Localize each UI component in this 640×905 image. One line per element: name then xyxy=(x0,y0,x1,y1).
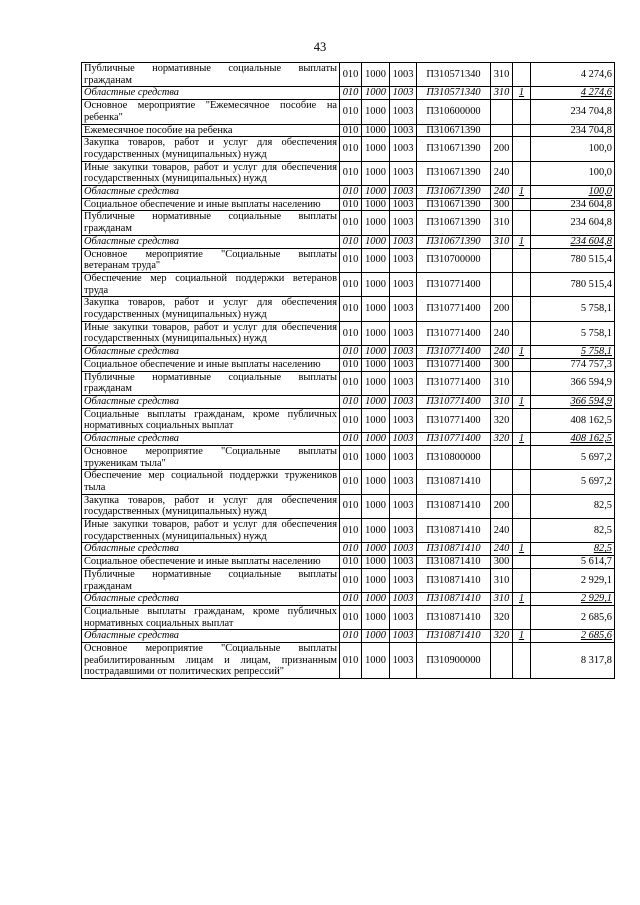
expense-type-cell: 310 xyxy=(491,63,513,87)
expense-type-cell: 310 xyxy=(491,235,513,248)
expense-type-cell xyxy=(491,272,513,296)
row-name-cell: Закупка товаров, работ и услуг для обеспечения государственных (муниципальных) нужд xyxy=(82,494,340,518)
section-code-cell: 1000 xyxy=(362,161,390,185)
subsection-code-cell: 1003 xyxy=(390,186,417,199)
amount-cell: 5 758,1 xyxy=(531,346,615,359)
subsection-code-cell: 1003 xyxy=(390,248,417,272)
section-code-cell: 1000 xyxy=(362,519,390,543)
target-article-cell: П310871410 xyxy=(417,593,491,606)
amount-cell: 2 929,1 xyxy=(531,593,615,606)
source-code-cell: 1 xyxy=(513,543,531,556)
section-code-cell: 1000 xyxy=(362,198,390,211)
budget-table xyxy=(81,62,615,679)
subsection-code-cell: 1003 xyxy=(390,408,417,432)
ved-code-cell: 010 xyxy=(340,371,362,395)
subsection-code-cell: 1003 xyxy=(390,433,417,446)
row-name-cell: Областные средства xyxy=(82,630,340,643)
ved-code-cell: 010 xyxy=(340,605,362,629)
source-code-cell xyxy=(513,211,531,235)
target-article-cell: П310871410 xyxy=(417,568,491,592)
expense-type-cell: 310 xyxy=(491,371,513,395)
amount-cell: 234 604,8 xyxy=(531,235,615,248)
table-row xyxy=(82,519,615,543)
subsection-code-cell: 1003 xyxy=(390,346,417,359)
source-code-cell xyxy=(513,161,531,185)
section-code-cell: 1000 xyxy=(362,593,390,606)
table-row-funding-source xyxy=(82,433,615,446)
row-name-cell: Областные средства xyxy=(82,186,340,199)
row-name-cell: Закупка товаров, работ и услуг для обеспечения государственных (муниципальных) нужд xyxy=(82,137,340,161)
amount-cell: 5 697,2 xyxy=(531,445,615,469)
ved-code-cell: 010 xyxy=(340,272,362,296)
row-name-cell: Иные закупки товаров, работ и услуг для обеспечения государственных (муниципальных) нужд xyxy=(82,161,340,185)
target-article-cell: П310871410 xyxy=(417,519,491,543)
subsection-code-cell: 1003 xyxy=(390,321,417,345)
subsection-code-cell: 1003 xyxy=(390,605,417,629)
ved-code-cell: 010 xyxy=(340,568,362,592)
amount-cell: 82,5 xyxy=(531,494,615,518)
ved-code-cell: 010 xyxy=(340,137,362,161)
target-article-cell: П310671390 xyxy=(417,161,491,185)
source-code-cell: 1 xyxy=(513,87,531,100)
target-article-cell: П310700000 xyxy=(417,248,491,272)
amount-cell: 234 704,8 xyxy=(531,100,615,124)
table-row xyxy=(82,161,615,185)
expense-type-cell: 310 xyxy=(491,395,513,408)
ved-code-cell: 010 xyxy=(340,248,362,272)
row-name-cell: Публичные нормативные социальные выплаты гражданам xyxy=(82,211,340,235)
ved-code-cell: 010 xyxy=(340,297,362,321)
source-code-cell xyxy=(513,100,531,124)
section-code-cell: 1000 xyxy=(362,358,390,371)
table-row xyxy=(82,272,615,296)
expense-type-cell: 320 xyxy=(491,630,513,643)
subsection-code-cell: 1003 xyxy=(390,198,417,211)
section-code-cell: 1000 xyxy=(362,568,390,592)
row-name-cell: Публичные нормативные социальные выплаты гражданам xyxy=(82,63,340,87)
expense-type-cell: 240 xyxy=(491,321,513,345)
section-code-cell: 1000 xyxy=(362,643,390,679)
table-row xyxy=(82,643,615,679)
source-code-cell xyxy=(513,568,531,592)
expense-type-cell xyxy=(491,643,513,679)
expense-type-cell: 240 xyxy=(491,161,513,185)
row-name-cell: Социальные выплаты гражданам, кроме публичных нормативных социальных выплат xyxy=(82,605,340,629)
ved-code-cell: 010 xyxy=(340,593,362,606)
amount-cell: 5 614,7 xyxy=(531,556,615,569)
section-code-cell: 1000 xyxy=(362,321,390,345)
section-code-cell: 1000 xyxy=(362,211,390,235)
subsection-code-cell: 1003 xyxy=(390,643,417,679)
expense-type-cell: 310 xyxy=(491,568,513,592)
expense-type-cell: 320 xyxy=(491,605,513,629)
target-article-cell: П310771400 xyxy=(417,371,491,395)
expense-type-cell: 310 xyxy=(491,211,513,235)
target-article-cell: П310771400 xyxy=(417,433,491,446)
expense-type-cell: 310 xyxy=(491,87,513,100)
row-name-cell: Социальные выплаты гражданам, кроме публичных нормативных социальных выплат xyxy=(82,408,340,432)
table-row xyxy=(82,556,615,569)
row-name-cell: Основное мероприятие "Социальные выплаты реабилитированным лицам и лицам, признанным пострадавшими от политических репрессий" xyxy=(82,643,340,679)
expense-type-cell: 300 xyxy=(491,198,513,211)
ved-code-cell: 010 xyxy=(340,186,362,199)
table-row xyxy=(82,124,615,137)
section-code-cell: 1000 xyxy=(362,87,390,100)
table-row xyxy=(82,137,615,161)
row-name-cell: Социальное обеспечение и иные выплаты населению xyxy=(82,198,340,211)
target-article-cell: П310871410 xyxy=(417,630,491,643)
subsection-code-cell: 1003 xyxy=(390,100,417,124)
subsection-code-cell: 1003 xyxy=(390,371,417,395)
table-row xyxy=(82,470,615,494)
table-row-funding-source xyxy=(82,543,615,556)
source-code-cell xyxy=(513,445,531,469)
subsection-code-cell: 1003 xyxy=(390,593,417,606)
amount-cell: 366 594,9 xyxy=(531,371,615,395)
row-name-cell: Публичные нормативные социальные выплаты гражданам xyxy=(82,371,340,395)
section-code-cell: 1000 xyxy=(362,433,390,446)
row-name-cell: Областные средства xyxy=(82,87,340,100)
section-code-cell: 1000 xyxy=(362,272,390,296)
table-row xyxy=(82,63,615,87)
table-row xyxy=(82,445,615,469)
subsection-code-cell: 1003 xyxy=(390,235,417,248)
expense-type-cell: 300 xyxy=(491,556,513,569)
table-row xyxy=(82,211,615,235)
amount-cell: 408 162,5 xyxy=(531,433,615,446)
expense-type-cell: 240 xyxy=(491,519,513,543)
amount-cell: 5 758,1 xyxy=(531,321,615,345)
amount-cell: 234 704,8 xyxy=(531,124,615,137)
source-code-cell xyxy=(513,643,531,679)
expense-type-cell xyxy=(491,470,513,494)
subsection-code-cell: 1003 xyxy=(390,272,417,296)
target-article-cell: П310771400 xyxy=(417,358,491,371)
section-code-cell: 1000 xyxy=(362,556,390,569)
source-code-cell xyxy=(513,556,531,569)
section-code-cell: 1000 xyxy=(362,100,390,124)
ved-code-cell: 010 xyxy=(340,556,362,569)
table-row xyxy=(82,568,615,592)
source-code-cell: 1 xyxy=(513,235,531,248)
amount-cell: 8 317,8 xyxy=(531,643,615,679)
section-code-cell: 1000 xyxy=(362,297,390,321)
target-article-cell: П310871410 xyxy=(417,543,491,556)
subsection-code-cell: 1003 xyxy=(390,63,417,87)
table-row xyxy=(82,321,615,345)
row-name-cell: Иные закупки товаров, работ и услуг для обеспечения государственных (муниципальных) нужд xyxy=(82,519,340,543)
ved-code-cell: 010 xyxy=(340,643,362,679)
row-name-cell: Ежемесячное пособие на ребенка xyxy=(82,124,340,137)
subsection-code-cell: 1003 xyxy=(390,470,417,494)
row-name-cell: Областные средства xyxy=(82,433,340,446)
section-code-cell: 1000 xyxy=(362,137,390,161)
target-article-cell: П310671390 xyxy=(417,211,491,235)
table-row xyxy=(82,358,615,371)
table-row xyxy=(82,371,615,395)
subsection-code-cell: 1003 xyxy=(390,519,417,543)
target-article-cell: П310800000 xyxy=(417,445,491,469)
section-code-cell: 1000 xyxy=(362,63,390,87)
subsection-code-cell: 1003 xyxy=(390,568,417,592)
source-code-cell xyxy=(513,408,531,432)
row-name-cell: Публичные нормативные социальные выплаты гражданам xyxy=(82,568,340,592)
target-article-cell: П310871410 xyxy=(417,556,491,569)
row-name-cell: Областные средства xyxy=(82,346,340,359)
amount-cell: 100,0 xyxy=(531,186,615,199)
expense-type-cell: 300 xyxy=(491,358,513,371)
section-code-cell: 1000 xyxy=(362,408,390,432)
ved-code-cell: 010 xyxy=(340,100,362,124)
expense-type-cell: 240 xyxy=(491,186,513,199)
expense-type-cell: 240 xyxy=(491,346,513,359)
section-code-cell: 1000 xyxy=(362,605,390,629)
subsection-code-cell: 1003 xyxy=(390,87,417,100)
ved-code-cell: 010 xyxy=(340,408,362,432)
source-code-cell xyxy=(513,358,531,371)
source-code-cell: 1 xyxy=(513,395,531,408)
table-row xyxy=(82,198,615,211)
expense-type-cell xyxy=(491,124,513,137)
amount-cell: 780 515,4 xyxy=(531,248,615,272)
subsection-code-cell: 1003 xyxy=(390,161,417,185)
section-code-cell: 1000 xyxy=(362,186,390,199)
amount-cell: 100,0 xyxy=(531,137,615,161)
section-code-cell: 1000 xyxy=(362,543,390,556)
ved-code-cell: 010 xyxy=(340,358,362,371)
subsection-code-cell: 1003 xyxy=(390,630,417,643)
amount-cell: 2 685,6 xyxy=(531,605,615,629)
ved-code-cell: 010 xyxy=(340,433,362,446)
expense-type-cell: 200 xyxy=(491,137,513,161)
table-row xyxy=(82,605,615,629)
target-article-cell: П310900000 xyxy=(417,643,491,679)
subsection-code-cell: 1003 xyxy=(390,297,417,321)
ved-code-cell: 010 xyxy=(340,235,362,248)
table-row-funding-source xyxy=(82,346,615,359)
source-code-cell xyxy=(513,519,531,543)
table-row-funding-source xyxy=(82,87,615,100)
row-name-cell: Социальное обеспечение и иные выплаты населению xyxy=(82,358,340,371)
source-code-cell xyxy=(513,470,531,494)
amount-cell: 774 757,3 xyxy=(531,358,615,371)
amount-cell: 408 162,5 xyxy=(531,408,615,432)
ved-code-cell: 010 xyxy=(340,494,362,518)
target-article-cell: П310771400 xyxy=(417,297,491,321)
target-article-cell: П310871410 xyxy=(417,470,491,494)
table-row-funding-source xyxy=(82,395,615,408)
source-code-cell: 1 xyxy=(513,433,531,446)
target-article-cell: П310771400 xyxy=(417,321,491,345)
source-code-cell xyxy=(513,605,531,629)
row-name-cell: Областные средства xyxy=(82,593,340,606)
target-article-cell: П310771400 xyxy=(417,395,491,408)
source-code-cell xyxy=(513,297,531,321)
ved-code-cell: 010 xyxy=(340,63,362,87)
source-code-cell xyxy=(513,371,531,395)
target-article-cell: П310771400 xyxy=(417,346,491,359)
target-article-cell: П310771400 xyxy=(417,408,491,432)
ved-code-cell: 010 xyxy=(340,543,362,556)
section-code-cell: 1000 xyxy=(362,346,390,359)
table-row-funding-source xyxy=(82,235,615,248)
amount-cell: 100,0 xyxy=(531,161,615,185)
target-article-cell: П310671390 xyxy=(417,186,491,199)
source-code-cell: 1 xyxy=(513,593,531,606)
amount-cell: 2 929,1 xyxy=(531,568,615,592)
amount-cell: 234 604,8 xyxy=(531,211,615,235)
source-code-cell xyxy=(513,272,531,296)
expense-type-cell: 320 xyxy=(491,433,513,446)
amount-cell: 5 758,1 xyxy=(531,297,615,321)
table-row-funding-source xyxy=(82,186,615,199)
section-code-cell: 1000 xyxy=(362,235,390,248)
table-row xyxy=(82,248,615,272)
section-code-cell: 1000 xyxy=(362,494,390,518)
section-code-cell: 1000 xyxy=(362,248,390,272)
amount-cell: 4 274,6 xyxy=(531,63,615,87)
ved-code-cell: 010 xyxy=(340,519,362,543)
table-row xyxy=(82,494,615,518)
row-name-cell: Иные закупки товаров, работ и услуг для обеспечения государственных (муниципальных) нужд xyxy=(82,321,340,345)
subsection-code-cell: 1003 xyxy=(390,445,417,469)
source-code-cell xyxy=(513,494,531,518)
source-code-cell: 1 xyxy=(513,346,531,359)
expense-type-cell: 310 xyxy=(491,593,513,606)
ved-code-cell: 010 xyxy=(340,161,362,185)
subsection-code-cell: 1003 xyxy=(390,211,417,235)
subsection-code-cell: 1003 xyxy=(390,395,417,408)
table-row-funding-source xyxy=(82,593,615,606)
row-name-cell: Областные средства xyxy=(82,235,340,248)
ved-code-cell: 010 xyxy=(340,321,362,345)
section-code-cell: 1000 xyxy=(362,395,390,408)
page-number: 43 xyxy=(313,40,327,54)
table-row xyxy=(82,297,615,321)
source-code-cell: 1 xyxy=(513,630,531,643)
amount-cell: 780 515,4 xyxy=(531,272,615,296)
subsection-code-cell: 1003 xyxy=(390,124,417,137)
source-code-cell xyxy=(513,248,531,272)
amount-cell: 5 697,2 xyxy=(531,470,615,494)
row-name-cell: Основное мероприятие "Ежемесячное пособие на ребенка" xyxy=(82,100,340,124)
subsection-code-cell: 1003 xyxy=(390,556,417,569)
section-code-cell: 1000 xyxy=(362,124,390,137)
source-code-cell: 1 xyxy=(513,186,531,199)
ved-code-cell: 010 xyxy=(340,630,362,643)
row-name-cell: Основное мероприятие "Социальные выплаты ветеранам труда" xyxy=(82,248,340,272)
amount-cell: 82,5 xyxy=(531,519,615,543)
amount-cell: 82,5 xyxy=(531,543,615,556)
ved-code-cell: 010 xyxy=(340,211,362,235)
row-name-cell: Обеспечение мер социальной поддержки тружеников тыла xyxy=(82,470,340,494)
expense-type-cell: 240 xyxy=(491,543,513,556)
source-code-cell xyxy=(513,137,531,161)
target-article-cell: П310671390 xyxy=(417,235,491,248)
row-name-cell: Социальное обеспечение и иные выплаты населению xyxy=(82,556,340,569)
section-code-cell: 1000 xyxy=(362,630,390,643)
target-article-cell: П310600000 xyxy=(417,100,491,124)
amount-cell: 366 594,9 xyxy=(531,395,615,408)
target-article-cell: П310871410 xyxy=(417,605,491,629)
ved-code-cell: 010 xyxy=(340,395,362,408)
expense-type-cell xyxy=(491,100,513,124)
source-code-cell xyxy=(513,63,531,87)
amount-cell: 234 604,8 xyxy=(531,198,615,211)
table-row xyxy=(82,408,615,432)
subsection-code-cell: 1003 xyxy=(390,358,417,371)
row-name-cell: Областные средства xyxy=(82,395,340,408)
row-name-cell: Закупка товаров, работ и услуг для обеспечения государственных (муниципальных) нужд xyxy=(82,297,340,321)
subsection-code-cell: 1003 xyxy=(390,137,417,161)
table-row xyxy=(82,100,615,124)
expense-type-cell: 200 xyxy=(491,494,513,518)
target-article-cell: П310671390 xyxy=(417,198,491,211)
ved-code-cell: 010 xyxy=(340,87,362,100)
expense-type-cell xyxy=(491,248,513,272)
subsection-code-cell: 1003 xyxy=(390,494,417,518)
expense-type-cell: 320 xyxy=(491,408,513,432)
table-row-funding-source xyxy=(82,630,615,643)
ved-code-cell: 010 xyxy=(340,470,362,494)
expense-type-cell xyxy=(491,445,513,469)
expense-type-cell: 200 xyxy=(491,297,513,321)
ved-code-cell: 010 xyxy=(340,124,362,137)
source-code-cell xyxy=(513,198,531,211)
ved-code-cell: 010 xyxy=(340,346,362,359)
source-code-cell xyxy=(513,321,531,345)
ved-code-cell: 010 xyxy=(340,198,362,211)
row-name-cell: Основное мероприятие "Социальные выплаты труженикам тыла" xyxy=(82,445,340,469)
target-article-cell: П310571340 xyxy=(417,87,491,100)
amount-cell: 2 685,6 xyxy=(531,630,615,643)
amount-cell: 4 274,6 xyxy=(531,87,615,100)
section-code-cell: 1000 xyxy=(362,470,390,494)
target-article-cell: П310571340 xyxy=(417,63,491,87)
target-article-cell: П310871410 xyxy=(417,494,491,518)
row-name-cell: Обеспечение мер социальной поддержки ветеранов труда xyxy=(82,272,340,296)
subsection-code-cell: 1003 xyxy=(390,543,417,556)
budget-table-body xyxy=(82,63,615,679)
source-code-cell xyxy=(513,124,531,137)
target-article-cell: П310671390 xyxy=(417,137,491,161)
ved-code-cell: 010 xyxy=(340,445,362,469)
row-name-cell: Областные средства xyxy=(82,543,340,556)
target-article-cell: П310671390 xyxy=(417,124,491,137)
target-article-cell: П310771400 xyxy=(417,272,491,296)
section-code-cell: 1000 xyxy=(362,445,390,469)
section-code-cell: 1000 xyxy=(362,371,390,395)
